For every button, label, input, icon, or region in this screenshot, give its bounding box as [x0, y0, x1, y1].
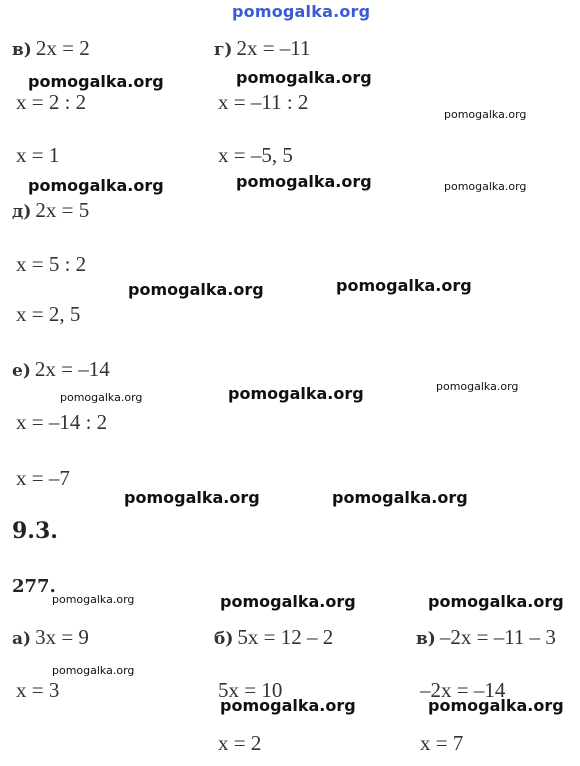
eq-277v-3: x = 7 [420, 731, 464, 755]
watermark: pomogalka.org [336, 276, 472, 295]
watermark: pomogalka.org [52, 593, 135, 606]
eq-v-1: в) 2x = 2 [12, 36, 90, 60]
eq-277a-1: а) 3x = 9 [12, 625, 89, 649]
label-277a: а) [12, 629, 32, 649]
eq-d-1: д) 2x = 5 [12, 198, 90, 222]
watermark: pomogalka.org [124, 488, 260, 507]
label-d: д) [12, 202, 32, 222]
eq-e-3: x = –7 [16, 466, 70, 490]
watermark: pomogalka.org [220, 696, 356, 715]
eq-277v-1: в) –2x = –11 – 3 [416, 625, 556, 649]
label-v: в) [12, 40, 32, 60]
watermark: pomogalka.org [28, 72, 164, 91]
task-number: 277. [12, 576, 56, 597]
eq-d-2: x = 5 : 2 [16, 252, 87, 276]
label-277b: б) [214, 629, 234, 649]
watermark: pomogalka.org [128, 280, 264, 299]
eq-277v-2: –2x = –14 [420, 678, 506, 702]
label-277v: в) [416, 629, 436, 649]
eq-277b-1: б) 5x = 12 – 2 [214, 625, 334, 649]
eq-v-2: x = 2 : 2 [16, 90, 87, 114]
label-e: е) [12, 361, 31, 381]
watermark: pomogalka.org [52, 664, 135, 677]
eq-e-2: x = –14 : 2 [16, 410, 108, 434]
watermark: pomogalka.org [220, 592, 356, 611]
eq-277b-2: 5x = 10 [218, 678, 283, 702]
watermark: pomogalka.org [428, 592, 564, 611]
watermark: pomogalka.org [444, 108, 527, 121]
eq-e-1: е) 2x = –14 [12, 357, 110, 381]
watermark: pomogalka.org [428, 696, 564, 715]
label-g: г) [214, 40, 233, 60]
watermark: pomogalka.org [236, 172, 372, 191]
site-header[interactable]: pomogalka.org [232, 2, 371, 21]
watermark: pomogalka.org [60, 391, 143, 404]
eq-277b-3: x = 2 [218, 731, 262, 755]
watermark: pomogalka.org [236, 68, 372, 87]
eq-g-3: x = –5, 5 [218, 143, 293, 167]
watermark: pomogalka.org [28, 176, 164, 195]
watermark: pomogalka.org [436, 380, 519, 393]
watermark: pomogalka.org [228, 384, 364, 403]
watermark: pomogalka.org [332, 488, 468, 507]
watermark: pomogalka.org [444, 180, 527, 193]
eq-277a-2: x = 3 [16, 678, 60, 702]
eq-d-3: x = 2, 5 [16, 302, 81, 326]
eq-v-3: x = 1 [16, 143, 60, 167]
section-heading: 9.3. [12, 518, 58, 544]
eq-g-2: x = –11 : 2 [218, 90, 309, 114]
eq-g-1: г) 2x = –11 [214, 36, 311, 60]
